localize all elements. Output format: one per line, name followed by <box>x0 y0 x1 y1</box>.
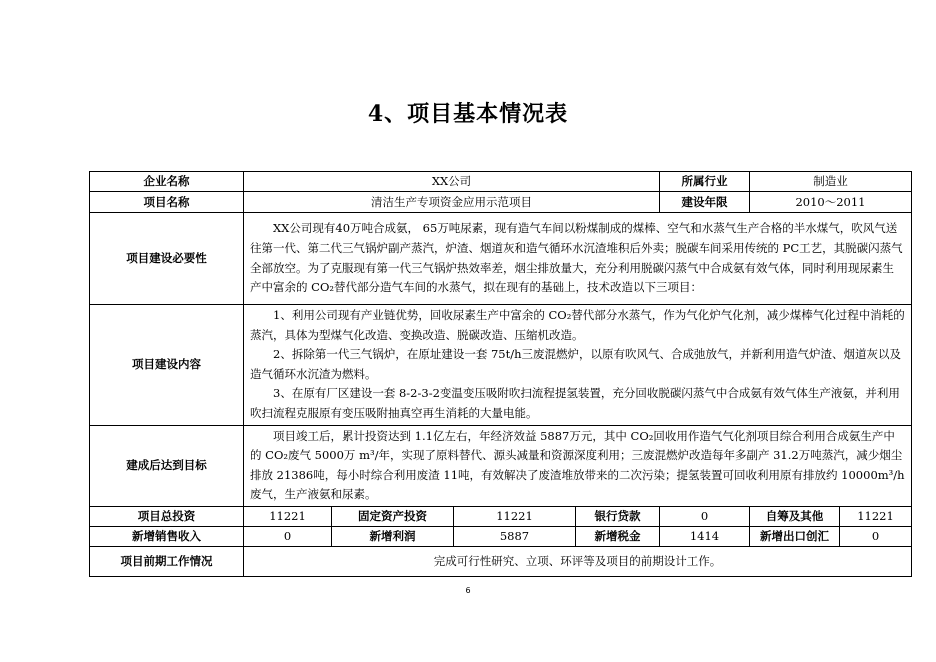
page-title: 4、项目基本情况表 <box>367 101 569 127</box>
new-tax-label: 新增税金 <box>576 526 660 546</box>
table-row <box>90 213 912 305</box>
necessity-label: 项目建设必要性 <box>90 213 244 305</box>
project-name-label: 项目名称 <box>90 192 244 213</box>
project-name-value: 清洁生产专项资金应用示范项目 <box>244 192 660 213</box>
new-profit-label: 新增利润 <box>332 526 454 546</box>
total-investment-value: 11221 <box>244 506 332 526</box>
content-item: 2、拆除第一代三气锅炉，在原址建设一套 75t/h三废混燃炉，以原有吹风气、合成弛放气，并新利用造气炉渣、烟道灰以及造气循环水沉渣为燃料。 <box>250 347 902 381</box>
content-text <box>244 305 912 426</box>
table-row <box>90 425 912 506</box>
prework-value: 完成可行性研究、立项、环评等及项目的前期设计工作。 <box>244 546 912 576</box>
table-row <box>90 192 912 213</box>
fixed-asset-value: 11221 <box>454 506 576 526</box>
content-label: 项目建设内容 <box>90 305 244 426</box>
goal-text <box>244 425 912 506</box>
necessity-text <box>244 213 912 305</box>
company-label: 企业名称 <box>90 172 244 192</box>
self-raised-label: 自筹及其他 <box>750 506 840 526</box>
necessity-paragraph: XX公司现有40万吨合成氨， 65万吨尿素，现有造气车间以粉煤制成的煤棒、空气和水蒸气生产合格的半水煤气，吹风气送往第一代、第二代三气锅炉副产蒸汽，炉渣、烟道灰和造气循环水沉渣堆积后外卖；脱碳车间采用传统的 PC工艺，其脱碳闪蒸气全部放空。为了克服现有第一代三气锅炉热效率差，烟尘排放量大，充分利用脱碳闪蒸气中合成氨有效气体，同时利用现尿素生产中富余的 CO₂替代部分造气车间的水蒸气，拟在现有的基础上，技术改造以下三项目： <box>250 221 903 295</box>
new-export-value: 0 <box>840 526 912 546</box>
table-row <box>90 172 912 192</box>
self-raised-value: 11221 <box>840 506 912 526</box>
industry-value: 制造业 <box>750 172 912 192</box>
goal-paragraph: 项目竣工后，累计投资达到 1.1亿左右，年经济效益 5887万元，其中 CO₂回收用作造气气化剂项目综合利用合成氨生产中的 CO₂废气 5000万 m³/年，实现了原料替代、源头减量和资源深度利用；三废混燃炉改造每年多副产 31.2万吨蒸汽，减少烟尘排放 21386吨，每小时综合利用废渣 11吨，有效解决了废渣堆放带来的二次污染；提氢装置可回收利用原有排放约 10000m³/h废气，生产液氨和尿素。 <box>250 428 905 502</box>
construction-year-label: 建设年限 <box>660 192 750 213</box>
new-sales-value: 0 <box>244 526 332 546</box>
prework-label: 项目前期工作情况 <box>90 546 244 576</box>
company-value: XX公司 <box>244 172 660 192</box>
industry-label: 所属行业 <box>660 172 750 192</box>
page-number: 6 <box>465 586 471 595</box>
new-profit-value: 5887 <box>454 526 576 546</box>
table-row <box>90 506 912 526</box>
project-info-table <box>89 171 912 577</box>
table-row <box>90 526 912 546</box>
total-investment-label: 项目总投资 <box>90 506 244 526</box>
construction-year-value: 2010～2011 <box>750 192 912 213</box>
goal-label: 建成后达到目标 <box>90 425 244 506</box>
table-row <box>90 305 912 426</box>
content-item: 1、利用公司现有产业链优势，回收尿素生产中富余的 CO₂替代部分水蒸气，作为气化炉气化剂，减少煤棒气化过程中消耗的蒸汽，具体为型煤气化改造、变换改造、脱碳改造、压缩机改造。 <box>250 308 905 342</box>
bank-loan-label: 银行贷款 <box>576 506 660 526</box>
table-row <box>90 546 912 576</box>
content-item: 3、在原有厂区建设一套 8-2-3-2变温变压吸附吹扫流程提氢装置，充分回收脱碳闪蒸气中合成氨有效气体生产液氨，并利用吹扫流程克服原有变压吸附抽真空再生消耗的大量电能。 <box>250 386 900 420</box>
bank-loan-value: 0 <box>660 506 750 526</box>
new-export-label: 新增出口创汇 <box>750 526 840 546</box>
new-tax-value: 1414 <box>660 526 750 546</box>
fixed-asset-label: 固定资产投资 <box>332 506 454 526</box>
new-sales-label: 新增销售收入 <box>90 526 244 546</box>
